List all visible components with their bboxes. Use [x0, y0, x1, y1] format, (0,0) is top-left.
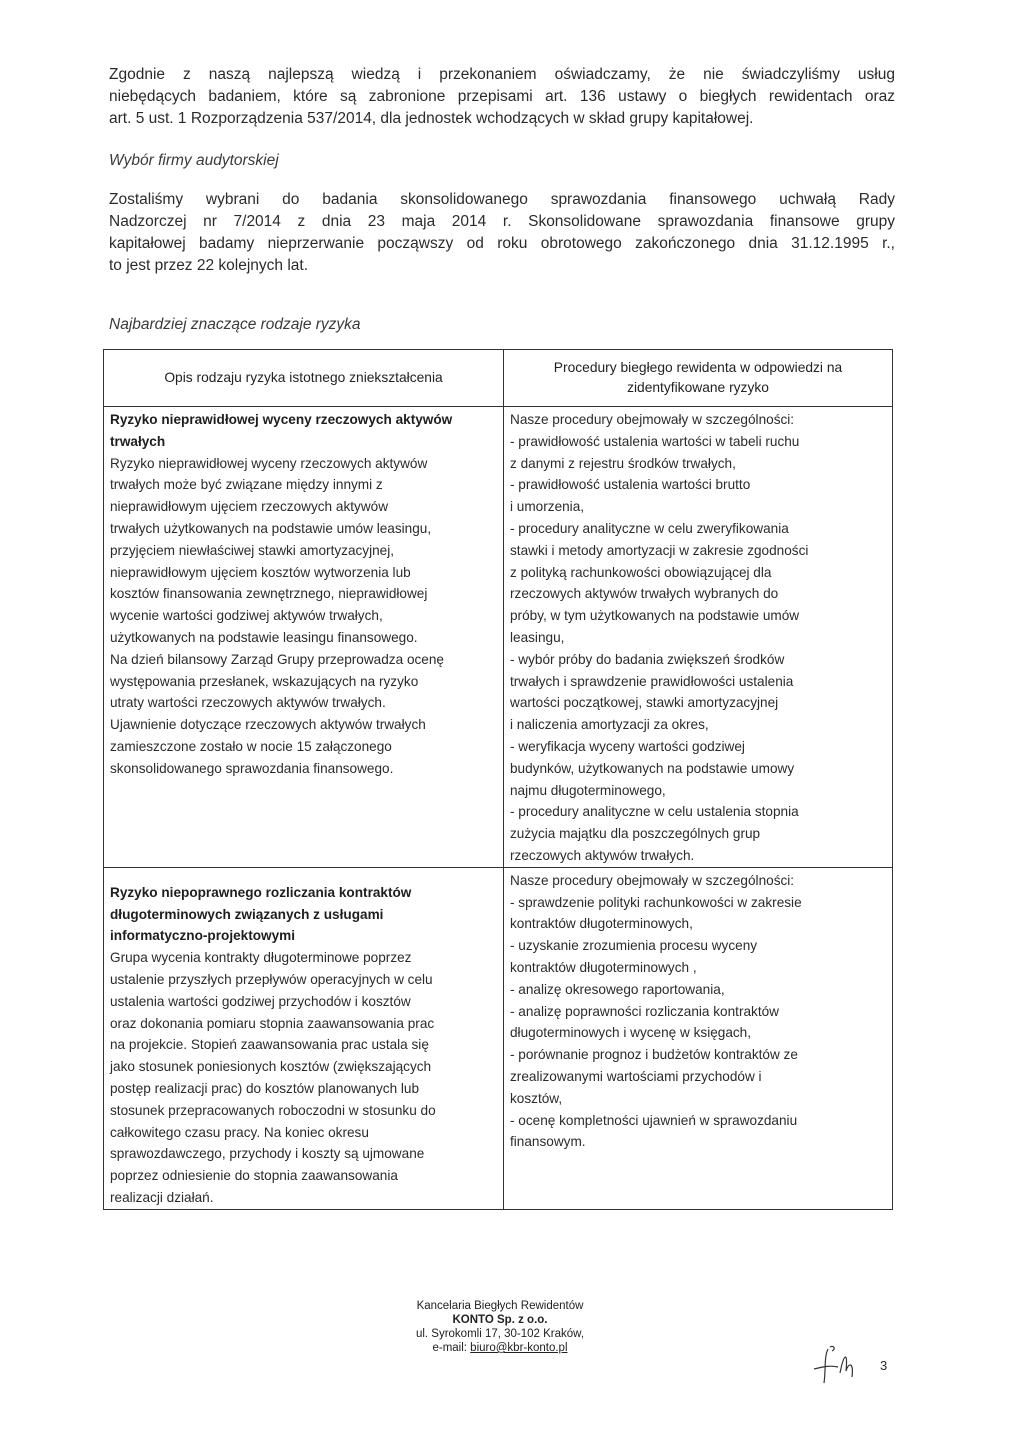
procedure-line: - procedury analityczne w celu zweryfikowania: [510, 520, 789, 536]
procedure-line: - porównanie prognoz i budżetów kontraktów ze: [510, 1047, 798, 1063]
procedure-line: budynków, użytkowanych na podstawie umowy: [510, 760, 795, 776]
auditor-procedures-header: Procedury biegłego rewidenta w odpowiedzi na zidentyfikowane ryzyko: [504, 350, 893, 407]
risk-title-line: Ryzyko niepoprawnego rozliczania kontraktów: [110, 884, 412, 900]
risk-table-body: [104, 407, 893, 1210]
procedure-line: - analizę poprawności rozliczania kontraktów: [510, 1003, 779, 1019]
procedure-line: - procedury analityczne w celu ustalenia stopnia: [510, 804, 799, 820]
risk-description-line: Ryzyko nieprawidłowej wyceny rzeczowych aktywów: [110, 455, 428, 471]
stamp-email-line: [330, 1341, 670, 1355]
stamp-company-name: KONTO Sp. z o.o.: [452, 1314, 548, 1326]
procedure-line: trwałych i sprawdzenie prawidłowości ustalenia: [510, 673, 794, 689]
risk-description-line: stosunek przepracowanych roboczodni w stosunku do: [110, 1102, 436, 1118]
risk-description-line: utraty wartości rzeczowych aktywów trwałych.: [110, 695, 386, 711]
auditor-procedures-cell: [504, 867, 893, 1209]
risk-table-header-row: [104, 350, 893, 407]
risk-description-line: sprawozdawczego, przychody i koszty są ujmowane: [110, 1146, 425, 1162]
procedure-line: - analizę okresowego raportowania,: [510, 981, 725, 997]
audit-firm-line: to jest przez 22 kolejnych lat.: [109, 257, 309, 274]
procedure-line: i umorzenia,: [510, 499, 585, 515]
procedure-line: - prawidłowość ustalenia wartości brutto: [510, 477, 751, 493]
risk-description-header: Opis rodzaju ryzyka istotnego zniekształcenia: [104, 350, 504, 407]
intro-line: niebędących badaniem, które są zabronione przepisami art. 136 ustawy o biegłych rewidentach oraz: [109, 88, 895, 105]
procedure-line: kontraktów długoterminowych ,: [510, 959, 697, 975]
stamp-email-prefix: e-mail:: [432, 1342, 471, 1354]
procedure-line: wartości początkowej, stawki amortyzacyjnej: [510, 695, 779, 711]
risk-description-line: realizacji działań.: [110, 1189, 214, 1205]
audit-firm-line: Zostaliśmy wybrani do badania skonsolidowanego sprawozdania finansowego uchwałą Rady: [109, 191, 895, 208]
risks-heading: Najbardziej znaczące rodzaje ryzyka: [109, 316, 361, 333]
procedure-line: kosztów,: [510, 1090, 563, 1106]
risk-description-line: przyjęciem niewłaściwej stawki amortyzacyjnej,: [110, 542, 395, 558]
procedure-line: leasingu,: [510, 629, 565, 645]
procedure-line: Nasze procedury obejmowały w szczególności:: [510, 872, 795, 888]
intro-line: art. 5 ust. 1 Rozporządzenia 537/2014, dla jednostek wchodzących w skład grupy kapitałowej.: [109, 110, 754, 127]
risk-title-line: informatyczno-projektowymi: [110, 928, 296, 944]
stamp-company-line: Kancelaria Biegłych Rewidentów: [416, 1300, 584, 1312]
audit-firm-line: Nadzorczej nr 7/2014 z dnia 23 maja 2014 r. Skonsolidowane sprawozdania finansowe grupy: [109, 213, 895, 230]
procedure-line: stawki i metody amortyzacji w zakresie zgodności: [510, 542, 809, 558]
procedure-line: kontraktów długoterminowych,: [510, 916, 693, 932]
risk-description-line: całkowitego czasu pracy. Na koniec okresu: [110, 1124, 369, 1140]
risk-description-cell: [104, 407, 504, 868]
auditor-procedures-cell: [504, 407, 893, 868]
risk-description-line: poprzez odniesienie do stopnia zaawansowania: [110, 1168, 398, 1184]
risk-table: [103, 349, 893, 1210]
risk-description-line: ustalenia wartości godziwej przychodów i kosztów: [110, 993, 411, 1009]
procedure-line: - ocenę kompletności ujawnień w sprawozdaniu: [510, 1112, 798, 1128]
risk-description-line: Ujawnienie dotyczące rzeczowych aktywów trwałych: [110, 717, 426, 733]
risk-description-line: trwałych użytkowanych na podstawie umów leasingu,: [110, 520, 432, 536]
procedure-line: - weryfikacja wyceny wartości godziwej: [510, 738, 745, 754]
procedure-line: z polityką rachunkowości obowiązującej dla: [510, 564, 772, 580]
procedure-line: - sprawdzenie polityki rachunkowości w zakresie: [510, 894, 802, 910]
risk-description-line: kosztów finansowania zewnętrznego, nieprawidłowej: [110, 586, 428, 602]
procedure-line: z danymi z rejestru środków trwałych,: [510, 455, 736, 471]
risk-description-line: trwałych może być związane między innymi z: [110, 477, 383, 493]
procedure-line: zrealizowanymi wartościami przychodów i: [510, 1068, 762, 1084]
risk-description-line: oraz dokonania pomiaru stopnia zaawansowania prac: [110, 1015, 435, 1031]
audit-firm-heading: Wybór firmy audytorskiej: [109, 152, 279, 169]
stamp-address: ul. Syrokomli 17, 30-102 Kraków,: [415, 1328, 585, 1340]
risk-description-line: Na dzień bilansowy Zarząd Grupy przeprowadza ocenę: [110, 651, 444, 667]
risk-description-line: skonsolidowanego sprawozdania finansowego.: [110, 760, 394, 776]
intro-line: Zgodnie z naszą najlepszą wiedzą i przekonaniem oświadczamy, że nie świadczyliśmy usług: [109, 66, 895, 83]
procedure-line: długoterminowych i wycenę w księgach,: [510, 1025, 752, 1041]
risk-title-line: Ryzyko nieprawidłowej wyceny rzeczowych aktywów: [110, 412, 453, 427]
procedure-line: - prawidłowość ustalenia wartości w tabeli ruchu: [510, 433, 800, 449]
risk-description-line: postęp realizacji prac) do kosztów planowanych lub: [110, 1080, 420, 1096]
procedure-line: najmu długoterminowego,: [510, 782, 666, 798]
risk-description-line: użytkowanych na podstawie leasingu finansowego.: [110, 629, 418, 645]
risk-description-line: zamieszczone zostało w nocie 15 załączonego: [110, 738, 392, 754]
procedure-line: rzeczowych aktywów trwałych wybranych do: [510, 586, 779, 602]
procedure-line: finansowym.: [510, 1134, 586, 1150]
intro-paragraph: [109, 64, 895, 130]
procedure-line: i naliczenia amortyzacji za okres,: [510, 717, 709, 733]
procedure-line: zużycia majątku dla poszczególnych grup: [510, 826, 761, 842]
risk-row: [104, 867, 893, 1209]
stamp-email-link[interactable]: biuro@kbr-konto.pl: [470, 1342, 568, 1354]
risk-description-cell: [104, 867, 504, 1209]
risk-description-line: występowania przesłanek, wskazujących na ryzyko: [110, 673, 419, 689]
procedure-line: rzeczowych aktywów trwałych.: [510, 847, 695, 863]
procedure-line: próby, w tym użytkowanych na podstawie umów: [510, 608, 800, 624]
audit-firm-line: kapitałowej badamy nieprzerwanie począwszy od roku obrotowego zakończonego dnia 31.12.1995 r.,: [109, 235, 895, 252]
risk-description-line: jako stosunek poniesionych kosztów (zwiększających: [110, 1059, 432, 1075]
audit-firm-paragraph: [109, 189, 895, 277]
procedure-line: Nasze procedury obejmowały w szczególności:: [510, 412, 795, 427]
risk-description-line: nieprawidłowym ujęciem kosztów wytworzenia lub: [110, 564, 411, 580]
procedure-line: - wybór próby do badania zwiększeń środków: [510, 651, 785, 667]
risk-title-line: trwałych: [110, 433, 166, 449]
page-number: 3: [880, 1358, 888, 1373]
risk-description-line: na projekcie. Stopień zaawansowania prac ustala się: [110, 1037, 429, 1053]
company-stamp: [330, 1299, 670, 1355]
risk-description-line: ustalenie przyszłych przepływów operacyjnych w celu: [110, 971, 433, 987]
signature-mark: [812, 1343, 872, 1387]
risk-description-line: nieprawidłowym ujęciem rzeczowych aktywów: [110, 499, 389, 515]
procedure-line: - uzyskanie zrozumienia procesu wyceny: [510, 938, 758, 954]
risk-title-line: długoterminowych związanych z usługami: [110, 906, 384, 922]
risk-row: [104, 407, 893, 868]
risk-description-line: wycenie wartości godziwej aktywów trwałych,: [110, 608, 383, 624]
risk-description-line: Grupa wycenia kontrakty długoterminowe poprzez: [110, 950, 412, 966]
